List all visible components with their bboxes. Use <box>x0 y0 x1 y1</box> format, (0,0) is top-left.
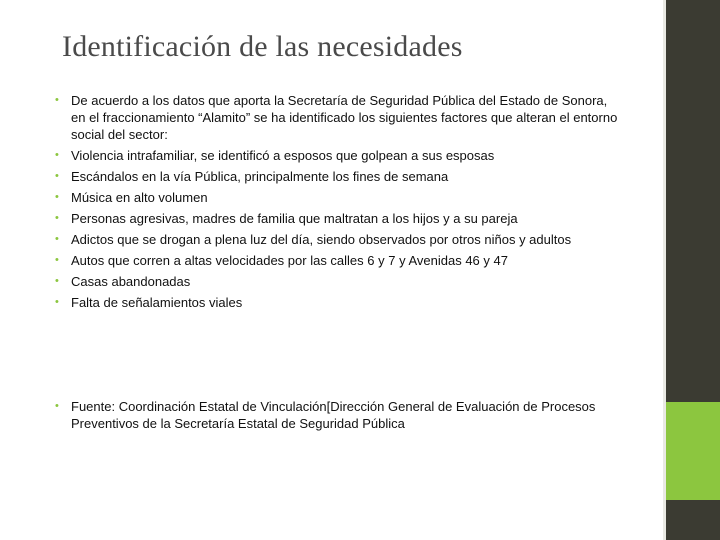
source-text: Fuente: Coordinación Estatal de Vinculación[Dirección General de Evaluación de Procesos Preventivos de la Secretaría Estatal de Seguridad Pública <box>71 399 596 431</box>
bullet-item <box>55 92 625 143</box>
bullet-text: Personas agresivas, madres de familia que maltratan a los hijos y a su pareja <box>71 211 518 226</box>
bullet-item <box>55 168 625 185</box>
bullet-icon: • <box>55 254 59 266</box>
bullet-text: Escándalos en la vía Pública, principalmente los fines de semana <box>71 169 449 184</box>
slide-title: Identificación de las necesidades <box>62 30 463 63</box>
bullet-icon: • <box>55 212 59 224</box>
bullet-item <box>55 294 625 311</box>
source-item <box>55 398 625 432</box>
source-note <box>55 398 625 436</box>
bullet-icon: • <box>55 296 59 308</box>
bullet-text: Autos que corren a altas velocidades por las calles 6 y 7 y Avenidas 46 y 47 <box>71 253 508 268</box>
bullet-text: De acuerdo a los datos que aporta la Secretaría de Seguridad Pública del Estado de Sonora, en el fraccionamiento “Alamito” se ha identificado los siguientes factores que alteran el entorno social del sector: <box>71 93 618 142</box>
bullet-item <box>55 210 625 227</box>
bullet-icon: • <box>55 233 59 245</box>
bullet-content <box>55 92 625 315</box>
bullet-list <box>55 92 625 311</box>
bullet-item <box>55 252 625 269</box>
source-list <box>55 398 625 432</box>
bullet-text: Música en alto volumen <box>71 190 208 205</box>
bullet-text: Violencia intrafamiliar, se identificó a esposos que golpean a sus esposas <box>71 148 495 163</box>
bullet-icon: • <box>55 275 59 287</box>
bullet-text: Falta de señalamientos viales <box>71 295 243 310</box>
bullet-item <box>55 273 625 290</box>
bullet-icon: • <box>55 94 59 106</box>
bullet-item <box>55 147 625 164</box>
bullet-icon: • <box>55 400 59 412</box>
bullet-text: Adictos que se drogan a plena luz del día, siendo observados por otros niños y adultos <box>71 232 572 247</box>
bullet-icon: • <box>55 149 59 161</box>
bullet-item <box>55 189 625 206</box>
bullet-text: Casas abandonadas <box>71 274 191 289</box>
sidebar-accent-block <box>666 402 720 500</box>
bullet-icon: • <box>55 191 59 203</box>
bullet-icon: • <box>55 170 59 182</box>
bullet-item <box>55 231 625 248</box>
